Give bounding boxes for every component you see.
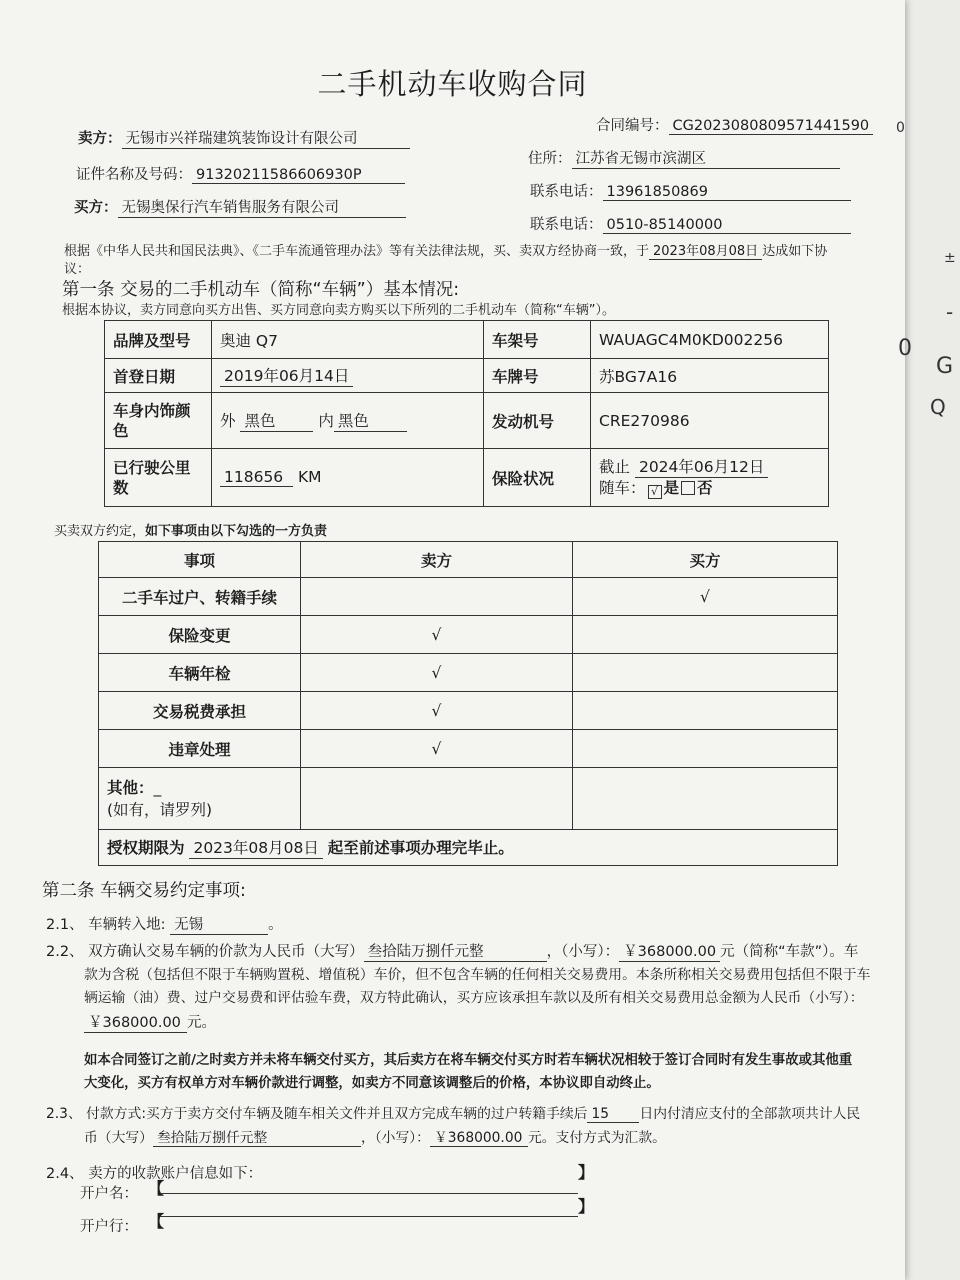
buyer-check: [573, 692, 838, 730]
insurance-until: 2024年06月12日: [635, 457, 768, 478]
seller-name: 无锡市兴祥瑞建筑装饰设计有限公司: [122, 127, 410, 149]
engine-value: CRE270986: [591, 393, 829, 449]
bold-clause-1: 如本合同签订之前/之时卖方并未将车辆交付买方，其后卖方在将车辆交付买方时若车辆状况相较于签订合同时有发生事故或其他重: [84, 1053, 853, 1068]
side-mark: ±: [944, 250, 956, 266]
article-2-heading: 第二条 车辆交易约定事项:: [42, 881, 246, 901]
color-cell: 外 黑色 内 黑色: [212, 393, 484, 449]
buyer-check: √: [573, 578, 838, 616]
other-cell: 其他：_ (如有，请罗列): [99, 768, 301, 830]
account-bank-blank: [160, 1216, 578, 1217]
vehicle-info-table: [104, 320, 829, 507]
buyer-phone: 联系电话： 0510-85140000: [530, 213, 851, 234]
table-row: 交易税费承担 √: [99, 692, 838, 730]
auth-date: 2023年08月08日: [189, 836, 322, 859]
seller-address: 住所： 江苏省无锡市滨湖区: [528, 147, 840, 169]
article-1-intro: 根据本协议，卖方同意向买方出售、买方同意向卖方购买以下所列的二手机动车（简称“车辆”）。: [62, 303, 615, 318]
duties-table: [98, 541, 838, 866]
duties-intro: 买卖双方约定，如下事项由以下勾选的一方负责: [54, 524, 328, 539]
side-mark: 0: [898, 336, 912, 361]
clause-2-1: 2.1、 车辆转入地: 无锡 。: [46, 913, 283, 935]
clause-2-3: 2.3、 付款方式:买方于卖方交付车辆及随车相关文件并且双方完成车辆的过户转籍手续后 15 日内付清应支付的全部款项共计人民: [46, 1106, 861, 1122]
table-row-other: [99, 768, 838, 830]
contract-no: 合同编号： CG2023080809571441590: [596, 114, 873, 135]
seller-check: √: [301, 654, 573, 692]
plate-label: 车牌号: [484, 359, 591, 393]
clause-2-3-cont: 币（大写） 叁拾陆万捌仟元整 ，（小写）： ￥368000.00 元。支付方式为汇款。: [84, 1126, 666, 1147]
vin-label: 车架号: [484, 321, 591, 359]
mileage-label: 已行驶公里数: [105, 449, 212, 507]
seller-check: √: [301, 730, 573, 768]
preamble: 根据《中华人民共和国民法典》、《二手车流通管理办法》等有关法律法规，买、卖双方经协商一致，于 2023年08月08日 达成如下协: [64, 240, 827, 260]
insurance-no-checkbox: [681, 481, 695, 495]
vin-value: WAUAGC4M0KD002256: [591, 321, 829, 359]
first-reg-label: 首登日期: [105, 359, 212, 393]
side-mark: -: [946, 300, 954, 324]
buyer-name: 无锡奥保行汽车销售服务有限公司: [118, 196, 406, 218]
seller-check: √: [301, 616, 573, 654]
inner-color: 黑色: [334, 409, 407, 432]
buyer-check: [573, 616, 838, 654]
mileage-value: 118656: [220, 468, 293, 487]
table-row: 保险变更 √: [99, 616, 838, 654]
table-row: 违章处理 √: [99, 730, 838, 768]
account-bank-label: 开户行：: [80, 1219, 138, 1235]
side-mark: G: [936, 354, 954, 379]
contract-no-value: CG2023080809571441590: [669, 118, 874, 135]
insurance-label: 保险状况: [484, 449, 591, 507]
account-name-label: 开户名：: [80, 1186, 138, 1202]
insurance-yes-checkbox: √: [648, 485, 662, 499]
page-title: 二手机动车收购合同: [317, 67, 588, 101]
seller-check: √: [301, 692, 573, 730]
side-mark: Q: [930, 395, 946, 419]
buyer-line: 买方： 无锡奥保行汽车销售服务有限公司: [74, 196, 406, 218]
brand-value: 奥迪 Q7: [212, 321, 484, 359]
insurance-cell: 截止 2024年06月12日 随车： √ 是 否: [591, 449, 829, 507]
table-row: 二手车过户、转籍手续 √: [99, 578, 838, 616]
seller-id: 证件名称及号码： 91320211586606930P: [76, 163, 405, 184]
mileage-cell: 118656 KM: [212, 449, 484, 507]
header-seller: 卖方: [301, 542, 573, 578]
clause-2-4: 2.4、 卖方的收款账户信息如下：: [46, 1166, 263, 1182]
seller-line: 卖方： 无锡市兴祥瑞建筑装饰设计有限公司: [78, 127, 410, 149]
buyer-check: [573, 730, 838, 768]
plate-value: 苏BG7A16: [591, 359, 829, 393]
header-item: 事项: [99, 542, 301, 578]
table-row: 车辆年检 √: [99, 654, 838, 692]
side-mark: 0: [896, 120, 905, 136]
article-1-heading: 第一条 交易的二手机动车（简称“车辆”）基本情况:: [62, 280, 460, 300]
total-amount: ￥368000.00 元。: [84, 1011, 216, 1033]
clause-2-2: 2.2、 双方确认交易车辆的价款为人民币（大写） 叁拾陆万捌仟元整 ，（小写）： ￥368000.00 元（简称“车款”）。车: [46, 940, 858, 962]
auth-period: 授权期限为 2023年08月08日 起至前述事项办理完毕止。: [99, 830, 838, 866]
account-name-blank: [160, 1193, 578, 1194]
header-buyer: 买方: [573, 542, 838, 578]
first-reg-cell: [212, 359, 484, 393]
contract-page: 二手机动车收购合同 合同编号： CG2023080809571441590 卖方： 无锡市兴祥瑞建筑装饰设计有限公司 住所： 江苏省无锡市滨湖区 证件名称及号码： 91320211586606930P 联系电话： 13961850869 买方： 无锡奥保行汽车销售服务有限公司 联系电话： 0510-85140000 根据《中华人民共和国民法典》、《二手车流通管理办法》等有关法律法规，买、卖双方经协商一致，于 2023年08月08日 达成如下协 议： 第一条 交易的二手机动车（简称“车辆”）基本情况: 根据本协议，卖方同意向买方出售、买方同意向卖方购买以下所列的二手机动车（简称“车辆”）。 品牌及型号 奥迪 Q7 车架号 WAUAGC4M0KD002256 首登日期 2019年06月14日 车牌号 苏BG7A16 车身内饰颜色 外 黑色 内 黑色 发动机号 CRE270986 已行驶公里数 118656 KM 保险状况 截止 2024年06月12日 随车： √ 是 否 买卖双方约定，如下事项由以下勾选的一方负责 事项 卖方 买方 二手车过户、转籍手续 √ 保险变更 √ 车辆年检 √ 交易税费承担 √ 违章处理 √ 其他：_ (如有，请罗列) 授权期限为 2023年08月08日 起至前述事项办理完毕止。 第二条 车辆交易约定事项: 2.1、 车辆转入地: 无锡 。 2.2、 双方确认交易车辆的价款为人民币（大写） 叁拾陆万捌仟元整 ，（小写）： ￥368000.00 元（简称“车款”）。车 款为含税（包括但不限于车辆购置税、增值税）车价，但不包含车辆的任何相关交易费用。本条所称相关交易费用包括但不限于车 辆运输（油）费、过户交易费和评估验车费，双方特此确认，买方应该承担车款以及所有相关交易费用总金额为人民币（小写）： ￥368000.00 元。 如本合同签订之前/之时卖方并未将车辆交付买方，其后卖方在将车辆交付买方时若车辆状况相较于签订合同时有发生事故或其他重 大变化，买方有权单方对车辆价款进行调整，如卖方不同意该调整后的价格，本协议即自动终止。 2.3、 付款方式:买方于卖方交付车辆及随车相关文件并且双方完成车辆的过户转籍手续后 15 日内付清应支付的全部款项共计人民 币（大写） 叁拾陆万捌仟元整 ，（小写）： ￥368000.00 元。支付方式为汇款。 2.4、 卖方的收款账户信息如下： 开户名： 【 】 开户行： 【 】: [0, 0, 905, 1280]
seller-phone: 联系电话： 13961850869: [530, 180, 851, 201]
engine-label: 发动机号: [484, 393, 591, 449]
seller-check: [301, 578, 573, 616]
buyer-check: [573, 654, 838, 692]
preamble-cont: 议：: [64, 262, 91, 277]
outer-color: 黑色: [240, 409, 313, 432]
first-reg-value: 2019年06月14日: [220, 364, 353, 387]
brand-label: 品牌及型号: [105, 321, 212, 359]
color-label: 车身内饰颜色: [105, 393, 212, 449]
bold-clause-2: 大变化，买方有权单方对车辆价款进行调整，如卖方不同意该调整后的价格，本协议即自动终止。: [84, 1076, 660, 1091]
